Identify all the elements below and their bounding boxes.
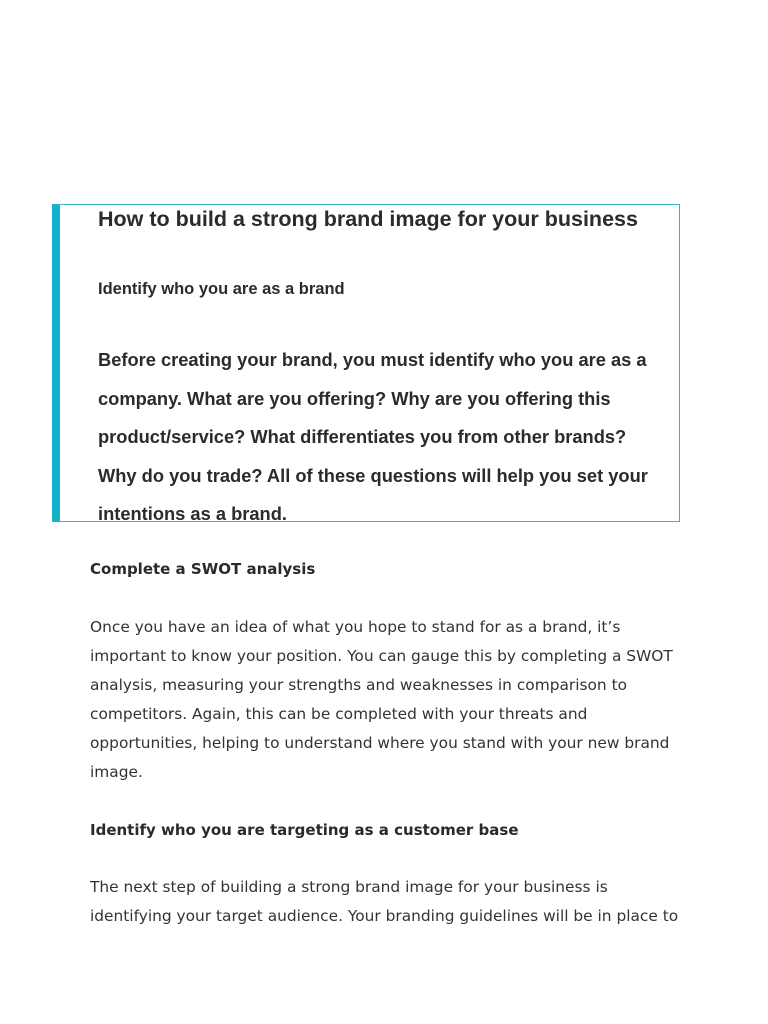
paragraph-line: important to know your position. You can gauge this by completing a SWOT [90,647,673,665]
paragraph-line: competitors. Again, this can be completed with your threats and [90,705,588,723]
highlighted-callout-box [52,204,680,525]
article-title: How to build a strong brand image for your business [98,207,638,231]
callout-paragraph [98,341,688,534]
callout-paragraph-line: intentions as a brand. [98,503,287,525]
section-heading-target-audience: Identify who you are targeting as a customer base [90,821,519,839]
paragraph-line: Once you have an idea of what you hope to stand for as a brand, it’s [90,618,621,636]
section-heading-swot: Complete a SWOT analysis [90,560,316,578]
callout-paragraph-line: product/service? What differentiates you from other brands? [98,426,627,448]
callout-paragraph-line: Why do you trade? All of these questions will help you set your [98,464,648,486]
paragraph-line: identifying your target audience. Your branding guidelines will be in place to [90,907,679,925]
paragraph-line: analysis, measuring your strengths and weaknesses in comparison to [90,676,628,694]
callout-subheading: Identify who you are as a brand [98,280,345,298]
paragraph-line: opportunities, helping to understand where you stand with your new brand [90,734,670,752]
paragraph-line: The next step of building a strong brand image for your business is [90,878,608,896]
section-paragraph-swot [90,613,690,787]
callout-paragraph-line: Before creating your brand, you must identify who you are as a [98,349,647,370]
section-paragraph-target-audience [90,873,690,931]
paragraph-line: image. [90,763,143,781]
callout-paragraph-line: company. What are you offering? Why are you offering this [98,387,611,409]
